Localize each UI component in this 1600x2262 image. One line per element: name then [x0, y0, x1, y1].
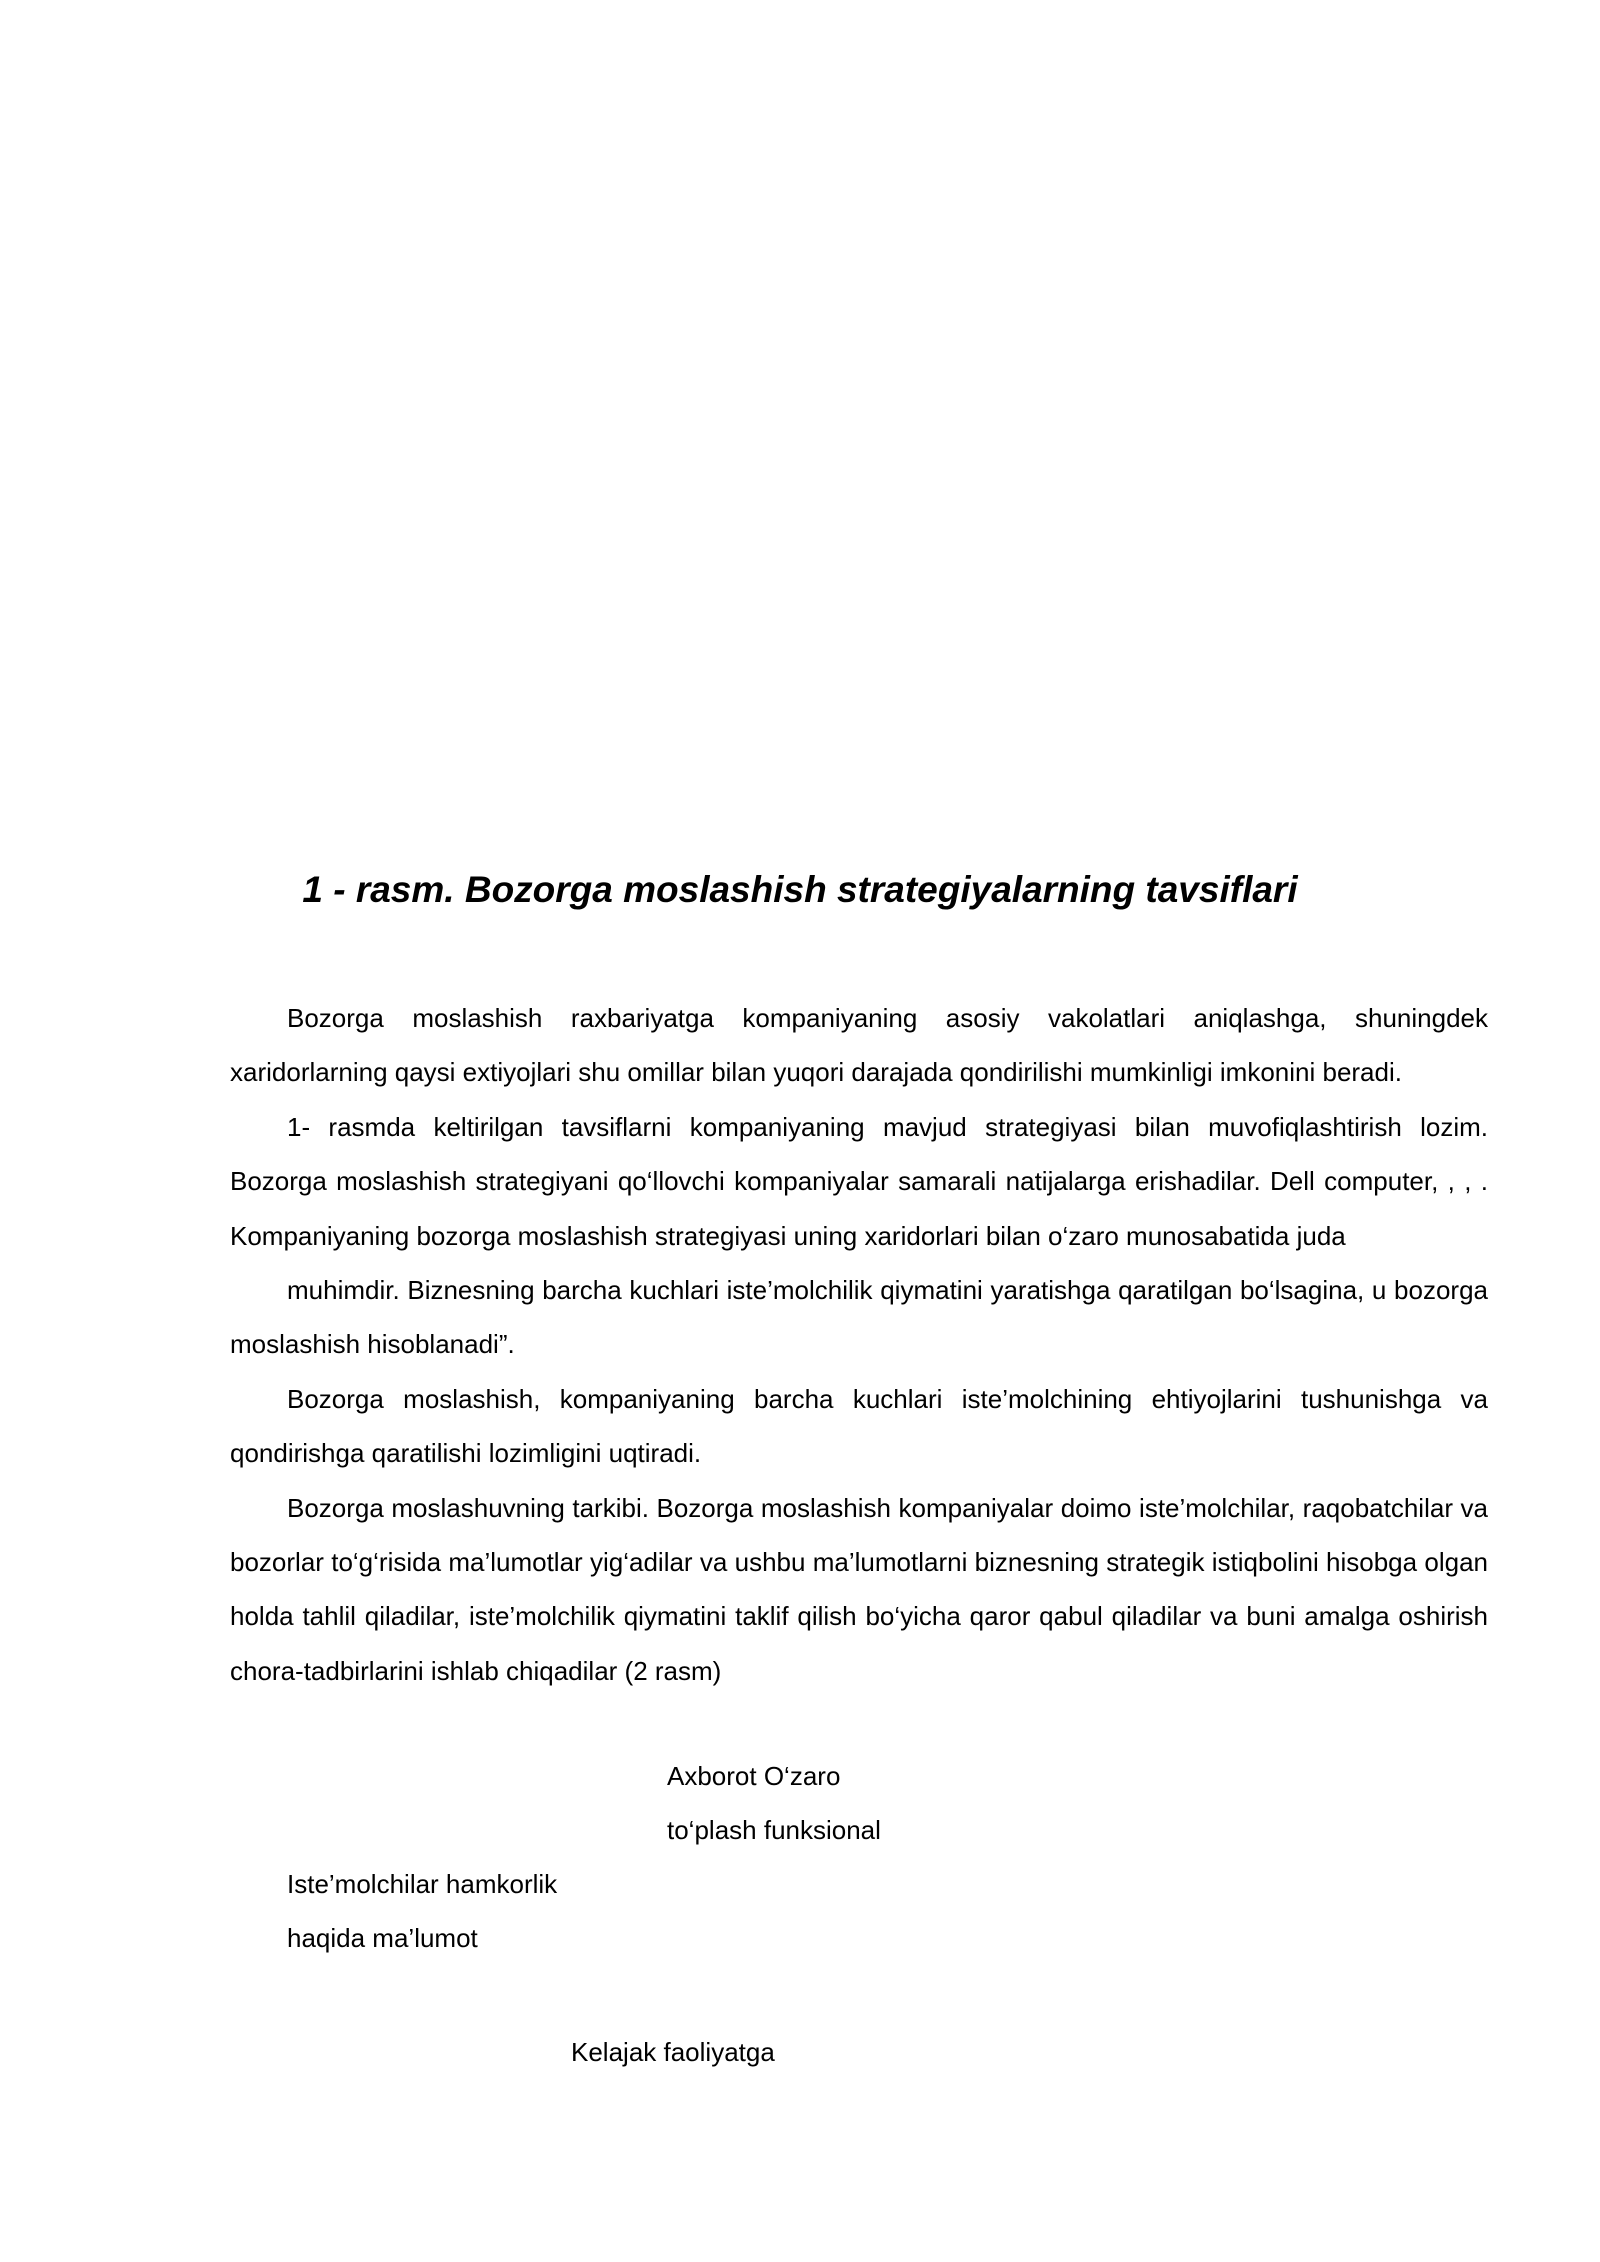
- diagram-label-kelajak: Kelajak faoliyatga: [571, 2037, 775, 2067]
- paragraph-3: muhimdir. Biznesning barcha kuchlari iste’molchilik qiymatini yaratishga qaratilgan bo‘lsagina, u bozorga moslashish hisoblanadi”.: [230, 1275, 1488, 1360]
- paragraph-2: 1- rasmda keltirilgan tavsiflarni kompaniyaning mavjud strategiyasi bilan muvofiqlashtirish lozim. Bozorga moslashish strategiyani qo‘llovchi kompaniyalar samarali natijalarga erishadilar. Dell computer, , , . Kompaniyaning bozorga moslashish strategiyasi uning xaridorlari bilan o‘zaro munosabatida juda: [230, 1111, 1488, 1251]
- diagram-label-istemolchilar-1: Iste’molchilar hamkorlik: [287, 1869, 558, 1899]
- paragraph-5: Bozorga moslashuvning tarkibi. Bozorga moslashish kompaniyalar doimo iste’molchilar, raqobatchilar va bozorlar to‘g‘risida ma’lumotlar yig‘adilar va ushbu ma’lumotlarni biznesning strategik istiqbolini hisobga olgan holda tahlil qiladilar, iste’molchilik qiymatini taklif qilish bo‘yicha qaror qabul qiladilar va buni amalga oshirish chora-tadbirlarini ishlab chiqadilar (2 rasm): [230, 1492, 1488, 1686]
- figure-caption: 1 - rasm. Bozorga moslashish strategiyalarning tavsiflari: [302, 869, 1298, 910]
- diagram-label-istemolchilar-2: haqida ma’lumot: [287, 1923, 478, 1953]
- diagram-label-axborot-2: to‘plash funksional: [667, 1815, 881, 1845]
- diagram-label-axborot-1: Axborot O‘zaro: [667, 1761, 841, 1791]
- paragraph-4: Bozorga moslashish, kompaniyaning barcha kuchlari iste’molchining ehtiyojlarini tushunishga va qondirishga qaratilishi lozimligini uqtiradi.: [230, 1383, 1488, 1469]
- paragraph-1: Bozorga moslashish raxbariyatga kompaniyaning asosiy vakolatlari aniqlashga, shuningdek xaridorlarning qaysi extiyojlari shu omillar bilan yuqori darajada qondirilishi mumkinligi imkonini beradi.: [230, 1003, 1488, 1088]
